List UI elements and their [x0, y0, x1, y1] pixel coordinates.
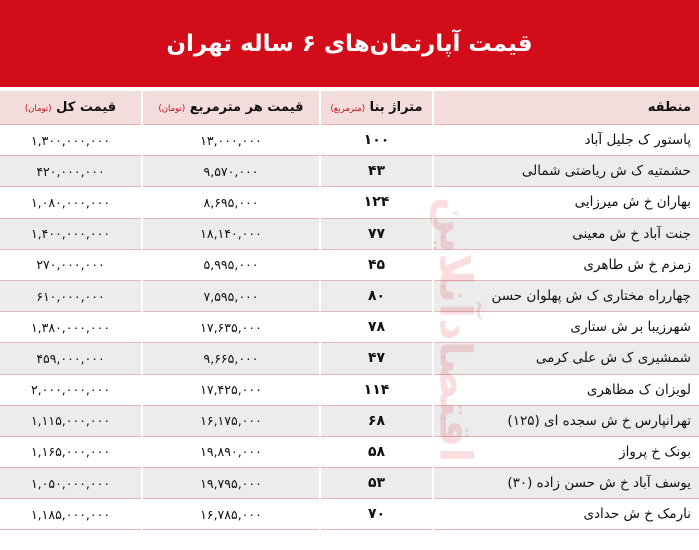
cell-total-price: ۱,۳۰۰,۰۰۰,۰۰۰: [0, 125, 142, 156]
cell-area: ۵۸: [320, 436, 433, 467]
header-price-per-meter-label: قیمت هر مترمربع: [189, 100, 304, 115]
cell-region: نارمک خ ش حدادی: [433, 499, 699, 530]
cell-region: تهرانپارس خ ش سجده ای (۱۲۵): [433, 405, 699, 436]
cell-total-price: ۴۵۹,۰۰۰,۰۰۰: [0, 343, 142, 374]
cell-price-per-meter: ۱۸,۱۴۰,۰۰۰: [142, 218, 320, 249]
cell-region: بونک خ پرواز: [433, 436, 699, 467]
header-region-label: منطقه: [647, 100, 691, 115]
cell-area: ۸۰: [320, 280, 433, 311]
cell-total-price: ۱,۱۶۵,۰۰۰,۰۰۰: [0, 436, 142, 467]
cell-total-price: ۱,۰۸۰,۰۰۰,۰۰۰: [0, 187, 142, 218]
cell-total-price: ۱,۰۵۰,۰۰۰,۰۰۰: [0, 468, 142, 499]
header-price-per-meter-unit: (تومان): [158, 104, 186, 114]
cell-area: ۷۸: [320, 312, 433, 343]
table-row: [0, 499, 699, 530]
header-region: [433, 91, 699, 125]
table-row: [0, 374, 699, 405]
header-total-price-unit: (تومان): [24, 104, 52, 114]
table-row: [0, 218, 699, 249]
cell-region: زمزم خ ش طاهری: [433, 249, 699, 280]
price-table: [0, 91, 699, 530]
cell-total-price: ۱,۴۰۰,۰۰۰,۰۰۰: [0, 218, 142, 249]
cell-area: ۵۳: [320, 468, 433, 499]
cell-price-per-meter: ۱۷,۴۲۵,۰۰۰: [142, 374, 320, 405]
cell-area: ۴۷: [320, 343, 433, 374]
header-area-label: متراژ بنا: [369, 100, 423, 115]
table-row: [0, 343, 699, 374]
cell-region: چهارراه مختاری ک ش پهلوان حسن: [433, 280, 699, 311]
table-row: [0, 312, 699, 343]
cell-price-per-meter: ۱۳,۰۰۰,۰۰۰: [142, 125, 320, 156]
cell-region: شمشیری ک ش علی کرمی: [433, 343, 699, 374]
table-row: [0, 156, 699, 187]
cell-region: لویزان ک مظاهری: [433, 374, 699, 405]
table-row: [0, 187, 699, 218]
table-row: [0, 249, 699, 280]
cell-total-price: ۲,۰۰۰,۰۰۰,۰۰۰: [0, 374, 142, 405]
cell-area: ۱۲۴: [320, 187, 433, 218]
cell-price-per-meter: ۹,۶۶۵,۰۰۰: [142, 343, 320, 374]
cell-region: حشمتیه ک ش ریاضتی شمالی: [433, 156, 699, 187]
cell-area: ۶۸: [320, 405, 433, 436]
cell-region: جنت آباد خ ش معینی: [433, 218, 699, 249]
cell-price-per-meter: ۱۶,۱۷۵,۰۰۰: [142, 405, 320, 436]
cell-price-per-meter: ۸,۶۹۵,۰۰۰: [142, 187, 320, 218]
cell-area: ۱۱۴: [320, 374, 433, 405]
cell-price-per-meter: ۱۹,۸۹۰,۰۰۰: [142, 436, 320, 467]
cell-price-per-meter: ۹,۵۷۰,۰۰۰: [142, 156, 320, 187]
table-row: [0, 405, 699, 436]
title-banner: [0, 0, 699, 87]
header-total-price-label: قیمت کل: [56, 100, 117, 115]
page-title: قیمت آپارتمان‌های ۶ ساله تهران: [166, 30, 533, 57]
cell-total-price: ۴۲۰,۰۰۰,۰۰۰: [0, 156, 142, 187]
cell-total-price: ۶۱۰,۰۰۰,۰۰۰: [0, 280, 142, 311]
cell-area: ۴۳: [320, 156, 433, 187]
cell-total-price: ۱,۱۱۵,۰۰۰,۰۰۰: [0, 405, 142, 436]
cell-total-price: ۲۷۰,۰۰۰,۰۰۰: [0, 249, 142, 280]
table-row: [0, 125, 699, 156]
cell-area: ۷۷: [320, 218, 433, 249]
cell-area: ۷۰: [320, 499, 433, 530]
cell-region: شهرزیبا بر ش ستاری: [433, 312, 699, 343]
cell-region: بهاران خ ش میرزایی: [433, 187, 699, 218]
header-area-unit: (مترمربع): [330, 104, 366, 114]
cell-area: ۴۵: [320, 249, 433, 280]
cell-price-per-meter: ۷,۵۹۵,۰۰۰: [142, 280, 320, 311]
cell-price-per-meter: ۱۷,۶۳۵,۰۰۰: [142, 312, 320, 343]
table-header-row: [0, 91, 699, 125]
cell-total-price: ۱,۳۸۰,۰۰۰,۰۰۰: [0, 312, 142, 343]
cell-area: ۱۰۰: [320, 125, 433, 156]
cell-total-price: ۱,۱۸۵,۰۰۰,۰۰۰: [0, 499, 142, 530]
header-total-price: [0, 91, 142, 125]
cell-region: یوسف آباد خ ش حسن زاده (۳۰): [433, 468, 699, 499]
table-row: [0, 468, 699, 499]
cell-region: پاستور ک جلیل آباد: [433, 125, 699, 156]
table-row: [0, 280, 699, 311]
header-price-per-meter: [142, 91, 320, 125]
cell-price-per-meter: ۱۶,۷۸۵,۰۰۰: [142, 499, 320, 530]
table-row: [0, 436, 699, 467]
header-area: [320, 91, 433, 125]
cell-price-per-meter: ۵,۹۹۵,۰۰۰: [142, 249, 320, 280]
cell-price-per-meter: ۱۹,۷۹۵,۰۰۰: [142, 468, 320, 499]
